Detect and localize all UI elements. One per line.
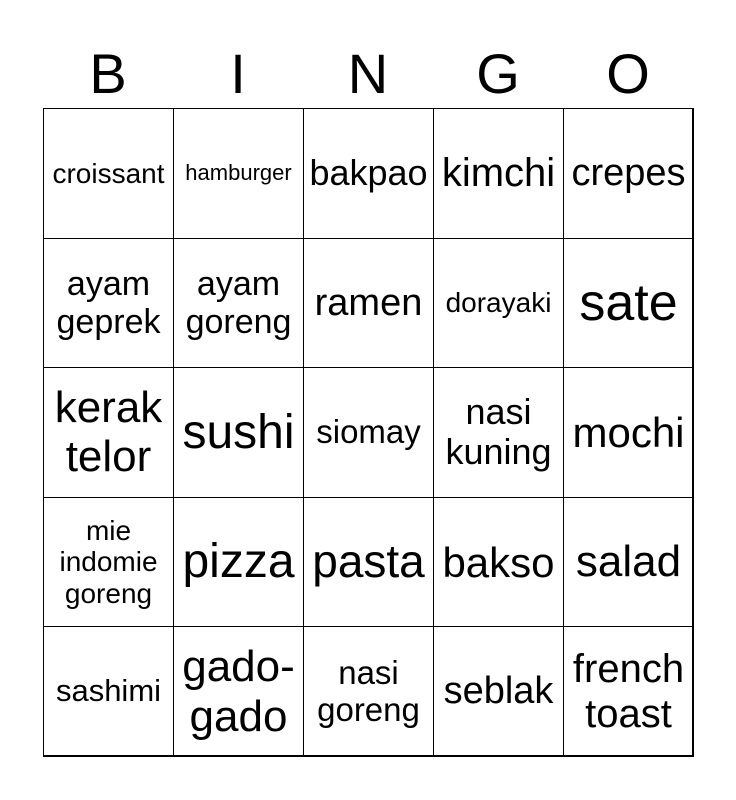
bingo-cell[interactable]: [173, 367, 304, 498]
bingo-cell[interactable]: [173, 108, 304, 239]
bingo-cell-label: nasi goreng: [317, 653, 420, 728]
bingo-cell-label: mie indomie goreng: [59, 515, 158, 609]
bingo-cell[interactable]: [43, 238, 174, 369]
bingo-cell-label: pizza: [182, 535, 295, 589]
bingo-cell-label: dorayaki: [445, 287, 552, 319]
bingo-cell[interactable]: [303, 238, 434, 369]
bingo-cell[interactable]: [433, 626, 564, 757]
bingo-cell[interactable]: [563, 108, 694, 239]
bingo-cell-label: ayam goreng: [185, 264, 292, 341]
bingo-cell[interactable]: [563, 626, 694, 757]
bingo-cell[interactable]: [433, 108, 564, 239]
bingo-cell-label: nasi kuning: [445, 391, 552, 473]
bingo-cell-label: seblak: [443, 670, 554, 713]
bingo-cell[interactable]: [563, 497, 694, 628]
bingo-cell-label: siomay: [316, 413, 421, 450]
bingo-cell[interactable]: [43, 108, 174, 239]
bingo-cell[interactable]: [43, 367, 174, 498]
bingo-cell-label: salad: [575, 537, 682, 587]
bingo-cell[interactable]: [433, 497, 564, 628]
bingo-cell-label: crepes: [571, 152, 686, 195]
bingo-cell[interactable]: [303, 367, 434, 498]
bingo-cell[interactable]: [433, 238, 564, 369]
bingo-cell-label: sashimi: [55, 673, 162, 709]
bingo-cell[interactable]: [43, 626, 174, 757]
bingo-cell[interactable]: [563, 238, 694, 369]
bingo-cell[interactable]: [303, 626, 434, 757]
bingo-cell[interactable]: [433, 367, 564, 498]
bingo-board: [43, 108, 693, 756]
bingo-cell-label: sushi: [182, 405, 295, 459]
bingo-cell[interactable]: [563, 367, 694, 498]
bingo-cell-label: bakso: [442, 538, 555, 586]
bingo-cell[interactable]: [173, 497, 304, 628]
bingo-cell[interactable]: [173, 238, 304, 369]
bingo-cell-label: ayam geprek: [56, 264, 161, 341]
bingo-cell-label: hamburger: [185, 159, 292, 185]
bingo-cell-label: french toast: [572, 646, 685, 736]
header-letter-n: N: [347, 42, 389, 105]
bingo-header: [43, 40, 693, 108]
bingo-cell[interactable]: [303, 497, 434, 628]
bingo-cell[interactable]: [43, 497, 174, 628]
bingo-cell-label: gado-gado: [182, 642, 295, 741]
bingo-cell-label: croissant: [52, 157, 165, 189]
header-letter-i: I: [230, 42, 246, 105]
header-letter-o: O: [606, 42, 650, 105]
header-letter-b: B: [89, 42, 127, 105]
bingo-cell-label: ramen: [314, 281, 423, 324]
bingo-cell[interactable]: [303, 108, 434, 239]
bingo-cell-label: sate: [579, 273, 678, 332]
bingo-cell[interactable]: [173, 626, 304, 757]
bingo-cell-label: kimchi: [441, 150, 556, 195]
bingo-cell-label: kerak telor: [54, 383, 163, 482]
header-letter-g: G: [476, 42, 520, 105]
bingo-cell-label: mochi: [572, 408, 685, 456]
bingo-cell-label: pasta: [312, 535, 425, 588]
bingo-cell-label: bakpao: [309, 152, 428, 194]
